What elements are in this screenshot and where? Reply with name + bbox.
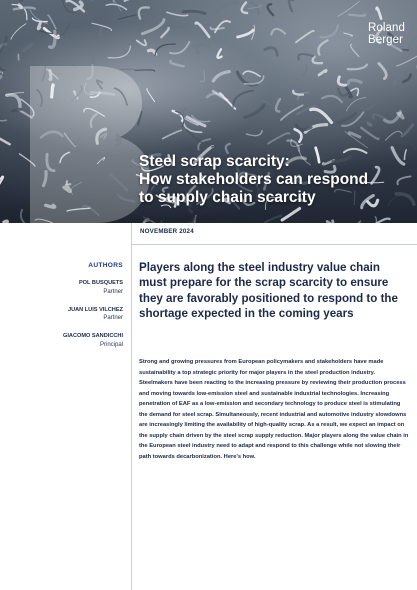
author-item <box>0 307 123 323</box>
hero-image <box>0 0 417 223</box>
column-divider-vertical <box>131 223 132 590</box>
title-line-2: How stakeholders can respond <box>139 171 369 188</box>
title-line-3: to supply chain scarcity <box>139 189 316 206</box>
author-role: Partner <box>103 288 123 295</box>
authors-heading: AUTHORS <box>88 262 123 269</box>
author-name: JUAN LUIS VILCHEZ <box>67 306 123 313</box>
brand-line-2: Berger <box>367 34 404 46</box>
author-name: POL BUSQUETS <box>78 280 123 286</box>
author-name: GIACOMO SANDICCHI <box>63 333 123 339</box>
lead-paragraph: Players along the steel industry value chain must prepare for the scrap scarcity to ensure they are favorably positioned to respond to the shortage expected in the coming years <box>139 261 398 321</box>
body-paragraph: Strong and growing pressures from European policymakers and stakeholders have made sustainability a top strategic priority for major players in the steel production industry. Steelmakers have been reacting to the increasing pressure by reviewing their production process and moving towards low-emission steel and sustainable industrial technologies. Increasing penetration of EAF as a low-emission and secondary technology to produce steel is stimulating the demand for steel scrap. Simultaneously, recent industrial and automotive industry slowdowns are increasingly limiting the availability of high-quality scrap. As a result, we expect an impact on the supply chain driven by the steel scrap supply reduction. Major players along the value chain in the European steel industry need to adapt and respond to this challenge while not slowing their path towards decarbonization. Here's how. <box>139 359 409 460</box>
author-item <box>0 280 123 296</box>
author-role: Principal <box>99 341 123 348</box>
publication-date: NOVEMBER 2024 <box>140 228 194 235</box>
page-title <box>139 153 409 207</box>
roland-berger-logo <box>368 22 405 46</box>
authors-section <box>0 262 123 360</box>
author-item <box>0 333 123 349</box>
title-line-1: Steel scrap scarcity: <box>139 153 290 170</box>
author-role: Partner <box>103 315 123 321</box>
brand-line-1: Roland <box>367 22 405 34</box>
header-divider <box>131 244 417 245</box>
